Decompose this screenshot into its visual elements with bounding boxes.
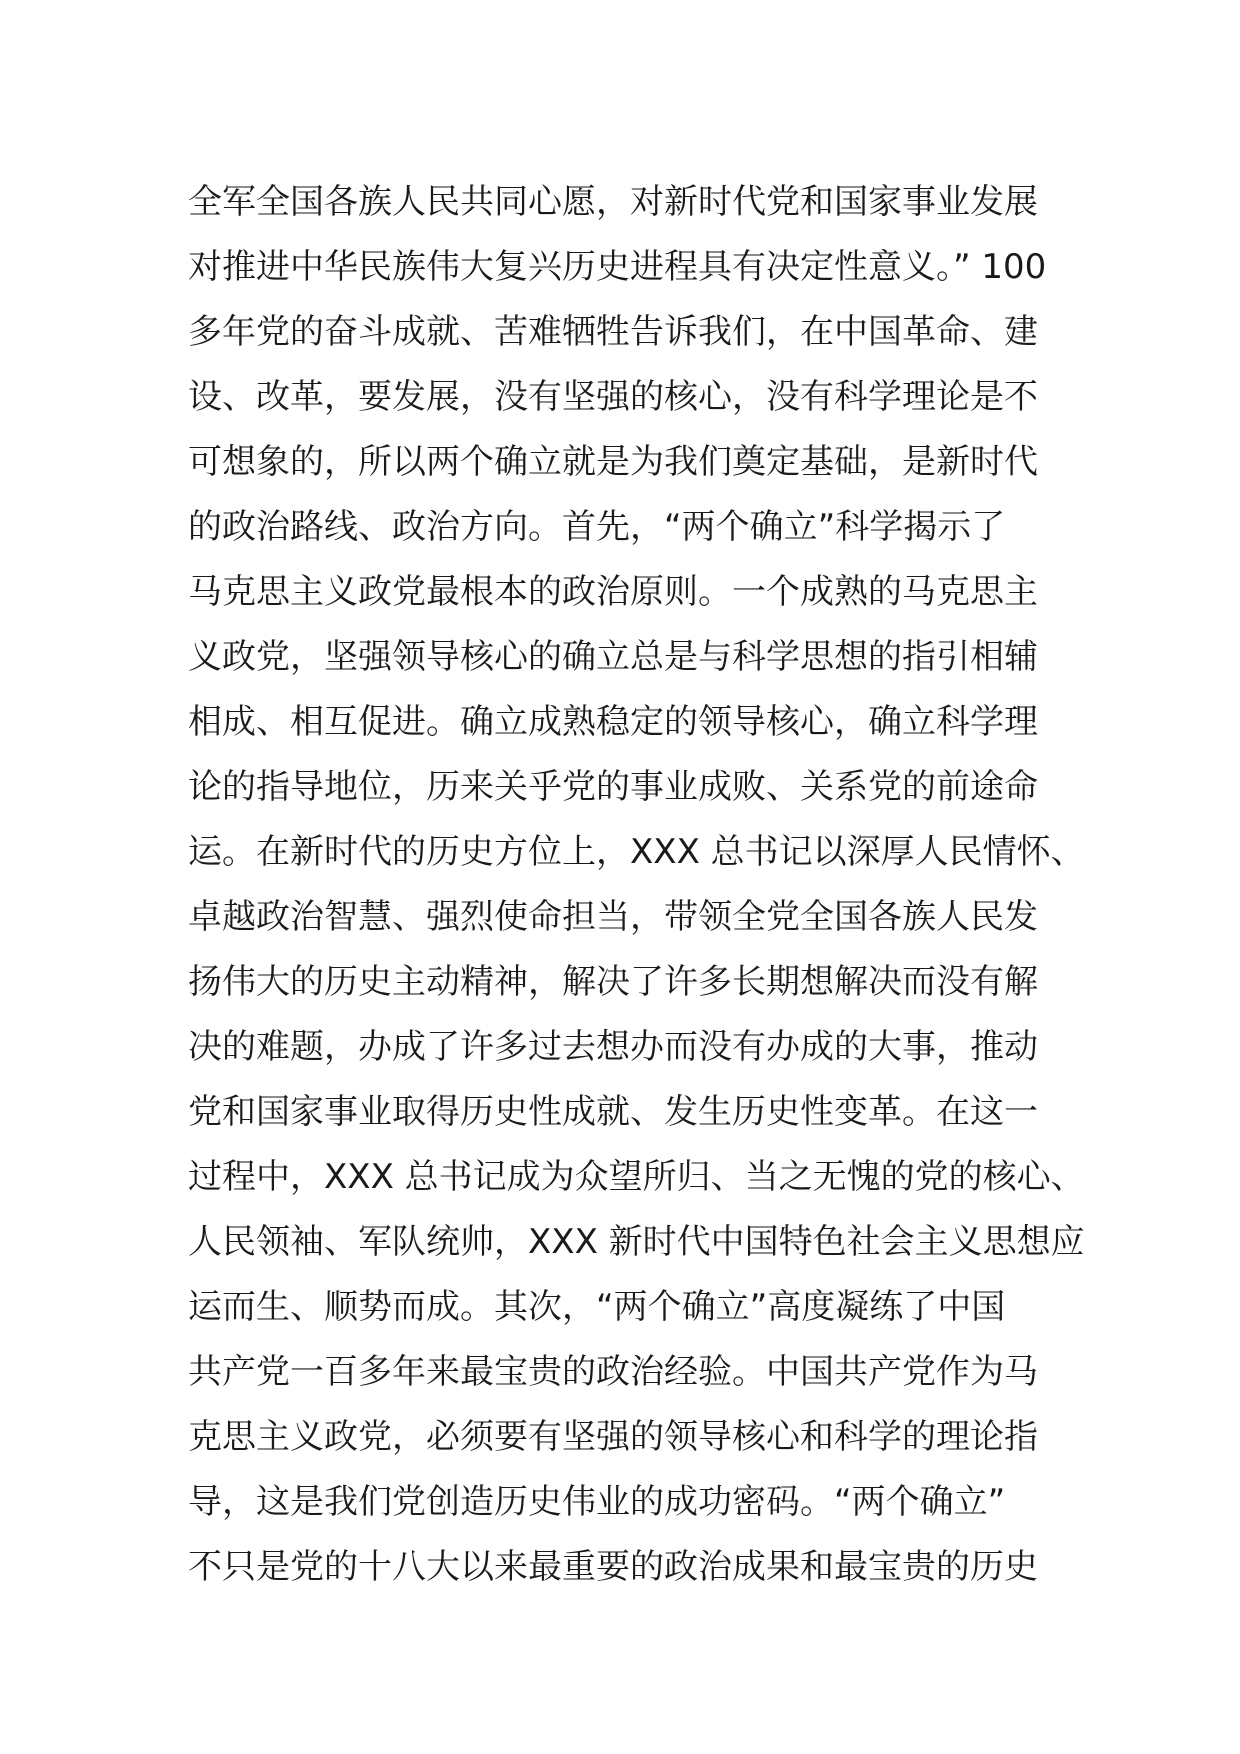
text-line: 人民领袖、军队统帅，XXX 新时代中国特色社会主义思想应 xyxy=(188,1222,1085,1262)
body-text xyxy=(188,170,1085,1600)
text-line: 运。在新时代的历史方位上，XXX 总书记以深厚人民情怀、 xyxy=(188,832,1085,872)
text-line: 多年党的奋斗成就、苦难牺牲告诉我们，在中国革命、建 xyxy=(188,312,1038,352)
text-line: 党和国家事业取得历史性成就、发生历史性变革。在这一 xyxy=(188,1092,1038,1132)
text-line: 马克思主义政党最根本的政治原则。一个成熟的马克思主 xyxy=(188,572,1038,612)
text-line: 导，这是我们党创造历史伟业的成功密码。“两个确立” xyxy=(188,1482,1006,1522)
text-line: 设、改革，要发展，没有坚强的核心，没有科学理论是不 xyxy=(188,377,1038,417)
text-line: 不只是党的十八大以来最重要的政治成果和最宝贵的历史 xyxy=(188,1547,1038,1587)
text-line: 共产党一百多年来最宝贵的政治经验。中国共产党作为马 xyxy=(188,1352,1038,1392)
text-line: 对推进中华民族伟大复兴历史进程具有决定性意义。” 100 xyxy=(188,247,1047,287)
text-line: 的政治路线、政治方向。首先，“两个确立”科学揭示了 xyxy=(188,507,1006,547)
text-line: 决的难题，办成了许多过去想办而没有办成的大事，推动 xyxy=(188,1027,1038,1067)
text-line: 义政党，坚强领导核心的确立总是与科学思想的指引相辅 xyxy=(188,637,1038,677)
text-line: 论的指导地位，历来关乎党的事业成败、关系党的前途命 xyxy=(188,767,1038,807)
text-line: 可想象的，所以两个确立就是为我们奠定基础，是新时代 xyxy=(188,442,1038,482)
text-line: 全军全国各族人民共同心愿，对新时代党和国家事业发展 xyxy=(188,182,1038,222)
text-line: 扬伟大的历史主动精神，解决了许多长期想解决而没有解 xyxy=(188,962,1038,1002)
text-line: 相成、相互促进。确立成熟稳定的领导核心，确立科学理 xyxy=(188,702,1038,742)
text-line: 卓越政治智慧、强烈使命担当，带领全党全国各族人民发 xyxy=(188,897,1038,937)
text-line: 过程中，XXX 总书记成为众望所归、当之无愧的党的核心、 xyxy=(188,1157,1085,1197)
text-line: 克思主义政党，必须要有坚强的领导核心和科学的理论指 xyxy=(188,1417,1038,1457)
text-line: 运而生、顺势而成。其次，“两个确立”高度凝练了中国 xyxy=(188,1287,1006,1327)
